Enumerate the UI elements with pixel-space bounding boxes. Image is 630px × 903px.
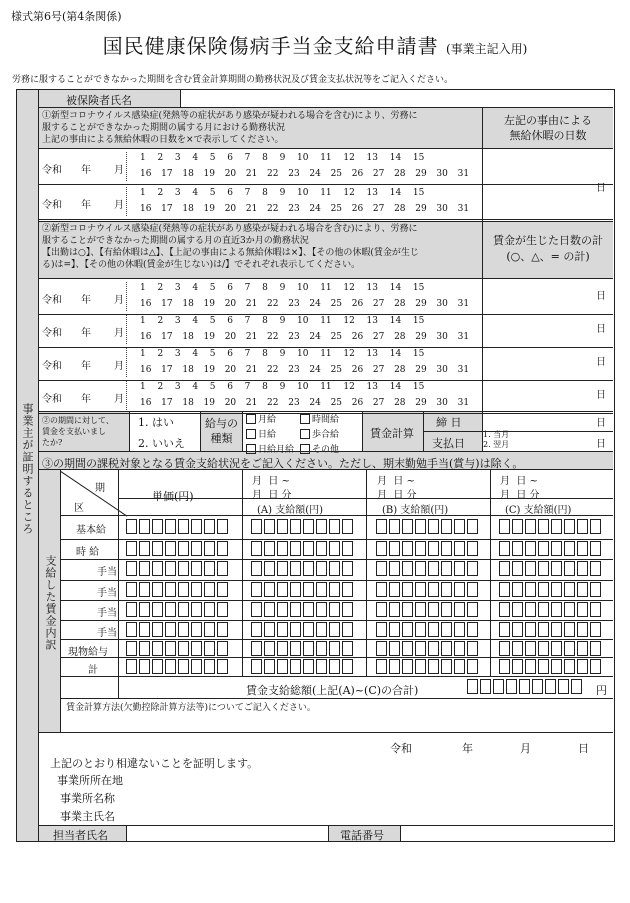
wage-kind-checkbox[interactable]	[246, 444, 256, 454]
period-from[interactable]: 月 日 ~	[252, 476, 290, 487]
amount-cells[interactable]	[376, 541, 480, 556]
amount-cells[interactable]	[499, 659, 603, 674]
wage-kind-option: 日給	[258, 430, 277, 440]
amount-cells[interactable]	[499, 541, 603, 556]
year-label: 年	[81, 200, 91, 211]
amount-cells[interactable]	[126, 519, 230, 534]
day-numbers-16-31[interactable]: 16 17 18 19 20 21 22 23 24 25 26 27 28 29 30 31	[140, 398, 470, 408]
rule-line	[39, 278, 613, 279]
cert-day: 日	[578, 742, 589, 755]
year-label: 年	[81, 165, 91, 176]
intro-text: 労務に服することができなかった期間を含む賃金計算期間の勤務状況及び賃金支払状況等をご記入ください。	[12, 75, 454, 85]
dotted-divider	[126, 282, 127, 311]
reiwa-label: 令和	[42, 394, 62, 405]
amount-cells[interactable]	[499, 561, 603, 576]
wage-kind-checkbox[interactable]	[246, 414, 256, 424]
amount-cells[interactable]	[499, 519, 603, 534]
dotted-divider	[126, 187, 127, 216]
amount-cells[interactable]	[126, 582, 230, 597]
pay-yes-option[interactable]: 1. はい	[138, 416, 174, 429]
period-label: 期	[95, 483, 105, 494]
office-name-label: 事業所名称	[60, 792, 115, 805]
wage-kind-option: 時間給	[312, 415, 340, 425]
month-label: 月	[114, 200, 124, 211]
rule-line	[126, 825, 127, 841]
amount-cells[interactable]	[251, 541, 355, 556]
rule-line	[242, 470, 243, 676]
rule-line	[118, 498, 613, 499]
day-numbers-16-31[interactable]: 16 17 18 19 20 21 22 23 24 25 26 27 28 29 30 31	[140, 299, 470, 309]
insured-label: 被保険者氏名	[66, 94, 132, 107]
year-label: 年	[81, 328, 91, 339]
day-numbers-16-31[interactable]: 16 17 18 19 20 21 22 23 24 25 26 27 28 29 30 31	[140, 169, 470, 179]
amount-column-header: (A) 支給額(円)	[257, 505, 324, 516]
amount-cells[interactable]	[126, 561, 230, 576]
rule-line	[60, 676, 613, 677]
day-numbers-16-31[interactable]: 16 17 18 19 20 21 22 23 24 25 26 27 28 29 30 31	[140, 365, 470, 375]
amount-cells[interactable]	[376, 519, 480, 534]
amount-cells[interactable]	[499, 641, 603, 656]
amount-cells[interactable]	[126, 622, 230, 637]
rule-line	[60, 515, 613, 516]
rule-line	[39, 184, 613, 185]
wage-row-label: 現物給与	[68, 647, 108, 658]
wage-kind-option: 月給	[258, 415, 277, 425]
cutoff-day-label: 締 日	[436, 416, 462, 429]
day-numbers-1-15[interactable]: 1 2 3 4 5 6 7 8 9 10 11 12 13 14 15	[140, 382, 425, 392]
rule-line	[39, 469, 613, 470]
cert-statement: 上記のとおり相違ないことを証明します。	[50, 757, 259, 770]
amount-cells[interactable]	[126, 602, 230, 617]
dotted-divider	[126, 381, 127, 410]
total-label: 賃金支給総額(上記(A)~(C)の合計)	[246, 684, 419, 697]
amount-column-header: (C) 支給額(円)	[505, 505, 572, 516]
cert-reiwa: 令和	[390, 742, 412, 755]
rule-line	[60, 559, 613, 560]
unpaid-leave-unit: 日	[596, 183, 606, 194]
rule-line	[328, 825, 329, 841]
year-label: 年	[81, 295, 91, 306]
rule-line	[39, 221, 613, 222]
rule-line	[39, 451, 613, 452]
day-numbers-16-31[interactable]: 16 17 18 19 20 21 22 23 24 25 26 27 28 29 30 31	[140, 204, 470, 214]
phone-label: 電話番号	[340, 829, 384, 842]
wage-kind-checkbox[interactable]	[246, 429, 256, 439]
cert-month: 月	[520, 742, 531, 755]
wage-kind-option: その他	[312, 445, 340, 455]
dotted-divider	[126, 152, 127, 181]
reiwa-label: 令和	[42, 200, 62, 211]
month-label: 月	[114, 165, 124, 176]
day-numbers-16-31[interactable]: 16 17 18 19 20 21 22 23 24 25 26 27 28 29 30 31	[140, 332, 470, 342]
pay-no-option[interactable]: 2. いいえ	[138, 437, 185, 450]
wage-kind-checkbox[interactable]	[300, 429, 310, 439]
month-label: 月	[114, 361, 124, 372]
rule-line	[39, 219, 613, 220]
amount-cells[interactable]	[251, 622, 355, 637]
pay-month-options[interactable]: 1. 当月 2. 翌月	[483, 430, 510, 449]
total-yen: 円	[596, 684, 607, 697]
rule-line	[180, 90, 181, 107]
rule-line	[39, 107, 613, 108]
amount-cells[interactable]	[251, 519, 355, 534]
category-label: 区	[74, 503, 84, 514]
day-numbers-1-15[interactable]: 1 2 3 4 5 6 7 8 9 10 11 12 13 14 15	[140, 153, 425, 163]
amount-cells[interactable]	[499, 582, 603, 597]
rule-line	[60, 470, 61, 732]
reiwa-label: 令和	[42, 328, 62, 339]
paid-days-unit: 日	[596, 291, 606, 302]
reiwa-label: 令和	[42, 361, 62, 372]
amount-cells[interactable]	[376, 641, 480, 656]
rule-line	[118, 676, 119, 698]
year-label: 年	[81, 394, 91, 405]
month-label: 月	[114, 328, 124, 339]
amount-cells[interactable]	[126, 541, 230, 556]
wage-row-label: 手当	[97, 588, 117, 599]
amount-cells[interactable]	[376, 582, 480, 597]
rule-line	[200, 411, 201, 451]
rule-line	[366, 470, 367, 676]
period-from[interactable]: 月 日 ~	[377, 476, 415, 487]
amount-cells[interactable]	[251, 641, 355, 656]
contact-label: 担当者氏名	[53, 829, 108, 842]
amount-cells[interactable]	[126, 659, 230, 674]
amount-cells[interactable]	[251, 582, 355, 597]
wage-kind-label: 給与の 種類	[205, 417, 238, 445]
amount-cells[interactable]	[499, 602, 603, 617]
rule-line	[118, 470, 119, 676]
paid-days-unit: 日	[596, 357, 606, 368]
cutoff-day-unit: 日	[596, 418, 606, 429]
rule-line	[60, 657, 613, 658]
amount-cells[interactable]	[499, 622, 603, 637]
wage-row-label: 計	[88, 665, 98, 676]
month-label: 月	[114, 394, 124, 405]
section1-text: ①新型コロナウイルス感染症(発熱等の症状があり感染が疑われる場合を含む)により、労務に 服することができなかった期間の属する月における勤務状況 上記の事由による無給休暇の日数を×で表示してください。	[42, 111, 418, 145]
section2-right-header: 賃金が生じた日数の計 (○、△、= の計)	[493, 234, 603, 263]
rule-line	[39, 148, 613, 149]
wage-row-label: 基本給	[76, 525, 106, 536]
month-label: 月	[114, 295, 124, 306]
day-numbers-1-15[interactable]: 1 2 3 4 5 6 7 8 9 10 11 12 13 14 15	[140, 349, 425, 359]
paid-days-unit: 日	[596, 390, 606, 401]
period-to[interactable]: 月 日 分	[252, 490, 292, 501]
cert-year: 年	[462, 742, 473, 755]
rule-line	[39, 732, 613, 733]
rule-line	[60, 620, 613, 621]
section3-text: ③の期間の課税対象となる賃金支給状況をご記入ください。ただし、期末勤勉手当(賞与)は除く。	[42, 457, 524, 470]
rule-line	[60, 539, 613, 540]
rule-line	[242, 411, 243, 451]
period-from[interactable]: 月 日 ~	[500, 476, 538, 487]
calc-method-label: 賃金計算方法(欠勤控除計算方法等)についてご記入ください。	[66, 703, 316, 713]
section1-right-header: 左記の事由による 無給休暇の日数	[504, 114, 592, 142]
rule-line	[490, 470, 491, 676]
amount-cells[interactable]	[251, 659, 355, 674]
wage-kind-option: 歩合給	[312, 430, 340, 440]
unit-price-header: 単価(円)	[152, 490, 194, 503]
dotted-divider	[126, 348, 127, 377]
rule-line	[60, 580, 613, 581]
pay-question: ②の期間に対して、 賃金を支払いまし たか?	[42, 416, 114, 447]
wage-kind-option: 日給月給	[258, 445, 295, 455]
form-code: 様式第6号(第4条関係)	[11, 10, 122, 23]
form-title	[0, 30, 630, 59]
payday-unit: 日	[596, 439, 606, 450]
rule-line	[424, 431, 613, 432]
employer-name-label: 事業主氏名	[60, 810, 115, 823]
paid-days-unit: 日	[596, 324, 606, 335]
day-numbers-1-15[interactable]: 1 2 3 4 5 6 7 8 9 10 11 12 13 14 15	[140, 283, 425, 293]
wage-kind-checkbox[interactable]	[300, 444, 310, 454]
payday-label: 支払日	[432, 437, 465, 450]
rule-line	[482, 221, 483, 411]
reiwa-label: 令和	[42, 295, 62, 306]
office-address-label: 事業所所在地	[57, 774, 123, 787]
day-numbers-1-15[interactable]: 1 2 3 4 5 6 7 8 9 10 11 12 13 14 15	[140, 188, 425, 198]
rule-line	[60, 698, 613, 699]
wage-row-label: 手当	[97, 608, 117, 619]
period-to[interactable]: 月 日 分	[377, 490, 417, 501]
section2-text: ②新型コロナウイルス感染症(発熱等の症状があり感染が疑われる場合を含む)により、労務に 服することができなかった期間の属する月の直近3か月の勤務状況 【出勤は○】、【有給休暇は△】、【上記の事由による無給休暇は×】、【その他の休暇(賃金が生じ る)は=】、【その他の休暇(賃金が生じない)は/】でそれぞれ表示してください。	[42, 224, 419, 270]
period-to[interactable]: 月 日 分	[500, 490, 540, 501]
rule-line	[129, 411, 130, 451]
total-amount-cells[interactable]	[467, 679, 584, 694]
insured-name-field[interactable]	[181, 91, 613, 106]
amount-cells[interactable]	[376, 561, 480, 576]
form-title-note: (事業主記入用)	[445, 42, 528, 56]
rule-line	[362, 411, 363, 451]
amount-column-header: (B) 支給額(円)	[382, 505, 449, 516]
rule-line	[400, 825, 401, 841]
wage-calc-label: 賃金計算	[370, 427, 414, 440]
rule-line	[60, 600, 613, 601]
amount-cells[interactable]	[376, 659, 480, 674]
reiwa-label: 令和	[42, 165, 62, 176]
rule-line	[482, 108, 483, 221]
amount-cells[interactable]	[126, 641, 230, 656]
amount-cells[interactable]	[251, 561, 355, 576]
year-label: 年	[81, 361, 91, 372]
rule-line	[60, 639, 613, 640]
dotted-divider	[126, 315, 127, 344]
amount-cells[interactable]	[376, 622, 480, 637]
wage-row-label: 手当	[97, 628, 117, 639]
wage-row-label: 時 給	[76, 547, 100, 558]
side-label: 事業主が証明するところ	[21, 403, 34, 535]
rule-line	[39, 411, 613, 412]
wage-row-label: 手当	[97, 567, 117, 578]
form-title-main: 国民健康保険傷病手当金支給申請書	[102, 34, 439, 58]
day-numbers-1-15[interactable]: 1 2 3 4 5 6 7 8 9 10 11 12 13 14 15	[140, 316, 425, 326]
amount-cells[interactable]	[251, 602, 355, 617]
wage-kind-checkbox[interactable]	[300, 414, 310, 424]
wage-breakdown-label: 支給した賃金内訳	[44, 555, 57, 651]
amount-cells[interactable]	[376, 602, 480, 617]
